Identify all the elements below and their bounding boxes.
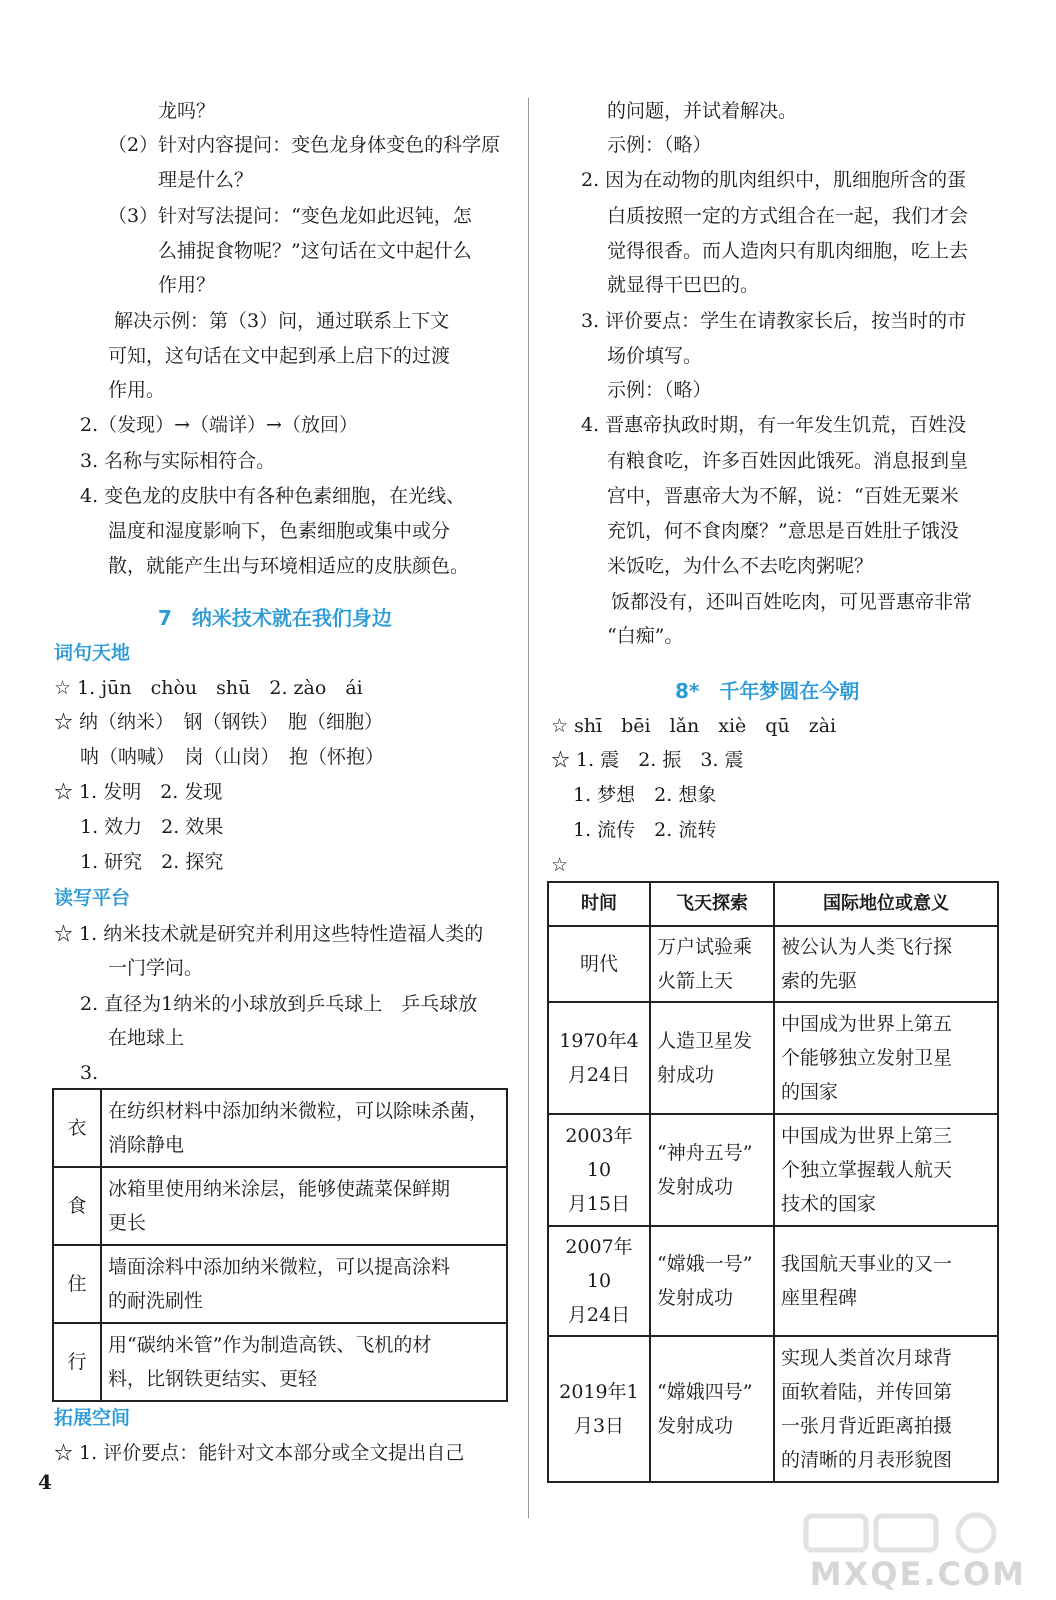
table-cell: 万户试验乘 火箭上天	[650, 926, 774, 1002]
text-line: 3. 评价要点：学生在请教家长后，按当时的市	[581, 310, 967, 332]
text-line: 示例：（略）	[607, 134, 712, 156]
text-line: 就显得干巴巴的。	[607, 274, 760, 296]
text-line: 在地球上	[108, 1027, 185, 1049]
text-line: “白痴”。	[607, 625, 684, 647]
text-line: 1. 梦想 2. 想象	[573, 784, 717, 806]
text-line: ☆ 1. 纳米技术就是研究并利用这些特性造福人类的	[54, 923, 484, 945]
table-cell: “嫦娥四号” 发射成功	[650, 1336, 774, 1482]
table-cell: 明代	[548, 926, 650, 1002]
text-line: 么捕捉食物呢？”这句话在文中起什么	[158, 240, 472, 262]
text-line: 有粮食吃，许多百姓因此饿死。消息报到皇	[607, 450, 969, 472]
space-exploration-table	[547, 881, 999, 1483]
text-line: 4. 变色龙的皮肤中有各种色素细胞，在光线、	[80, 485, 466, 507]
text-line: 作用。	[108, 379, 166, 401]
table-cell: 2007年10 月24日	[548, 1226, 650, 1336]
table-cell: 住	[53, 1245, 101, 1323]
table-row	[53, 1167, 507, 1245]
table-row	[548, 926, 998, 1002]
text-line: 1. 效力 2. 效果	[80, 816, 224, 838]
table-header: 飞天探索	[650, 882, 774, 926]
table-cell: 食	[53, 1167, 101, 1245]
table-cell: 2003年10 月15日	[548, 1114, 650, 1226]
watermark-text: MXQE.COM	[809, 1555, 1026, 1593]
text-line: 1. 流传 2. 流转	[573, 819, 717, 841]
table-row	[53, 1323, 507, 1401]
page-number: 4	[38, 1470, 52, 1494]
text-line: 2. 因为在动物的肌肉组织中，肌细胞所含的蛋	[581, 169, 967, 191]
table-cell: “神舟五号” 发射成功	[650, 1114, 774, 1226]
text-line: 示例：（略）	[607, 379, 712, 401]
table-cell: 1970年4 月24日	[548, 1002, 650, 1114]
text-line: （3）针对写法提问：“变色龙如此迟钝，怎	[108, 205, 472, 227]
text-line: （2）针对内容提问：变色龙身体变色的科学原	[108, 134, 501, 156]
nano-uses-table	[52, 1088, 508, 1402]
table-cell: 衣	[53, 1089, 101, 1167]
text-line: ☆ 1. 发明 2. 发现	[54, 781, 223, 803]
text-line: ☆ 纳（纳米） 钢（钢铁） 胞（细胞）	[54, 711, 384, 733]
text-line: 1. 研究 2. 探究	[80, 851, 224, 873]
text-line: 理是什么？	[158, 169, 254, 191]
table-cell: 实现人类首次月球背 面软着陆，并传回第 一张月背近距离拍摄 的清晰的月表形貌图	[774, 1336, 998, 1482]
text-line: 呐（呐喊） 岗（山岗） 抱（怀抱）	[80, 746, 385, 768]
table-cell: 被公认为人类飞行探 索的先驱	[774, 926, 998, 1002]
section-heading: 读写平台	[54, 887, 131, 909]
table-cell: 我国航天事业的又一 座里程碑	[774, 1226, 998, 1336]
table-cell: 墙面涂料中添加纳米微粒，可以提高涂料 的耐洗刷性	[101, 1245, 507, 1323]
text-line: 2. 直径为1纳米的小球放到乒乓球上 乒乓球放	[80, 993, 478, 1015]
text-line: 充饥，何不食肉糜？”意思是百姓肚子饿没	[607, 520, 959, 542]
table-row	[548, 1114, 998, 1226]
text-line: ☆	[551, 854, 569, 876]
table-cell: “嫦娥一号” 发射成功	[650, 1226, 774, 1336]
text-line: 3.	[80, 1062, 99, 1084]
table-cell: 冰箱里使用纳米涂层，能够使蔬菜保鲜期 更长	[101, 1167, 507, 1245]
text-line: ☆ 1. 震 2. 振 3. 震	[551, 749, 744, 771]
text-line: 饭都没有，还叫百姓吃肉，可见晋惠帝非常	[611, 591, 973, 613]
text-line: 米饭吃，为什么不去吃肉粥呢？	[607, 555, 874, 577]
table-row	[548, 1002, 998, 1114]
text-line: 一门学问。	[108, 957, 204, 979]
table-cell: 在纺织材料中添加纳米微粒，可以除味杀菌， 消除静电	[101, 1089, 507, 1167]
table-row	[53, 1089, 507, 1167]
section-heading: 拓展空间	[54, 1407, 131, 1429]
table-cell: 用“碳纳米管”作为制造高铁、飞机的材 料，比钢铁更结实、更轻	[101, 1323, 507, 1401]
text-line: 作用？	[158, 274, 216, 296]
table-cell: 人造卫星发 射成功	[650, 1002, 774, 1114]
text-line: 龙吗？	[158, 100, 216, 122]
text-line: 宫中，晋惠帝大为不解，说：“百姓无粟米	[607, 485, 959, 507]
text-line: ☆ 1. 评价要点：能针对文本部分或全文提出自己	[54, 1442, 465, 1464]
text-line: 温度和湿度影响下，色素细胞或集中或分	[108, 520, 451, 542]
text-line: ☆ 1. jūn chòu shū 2. zào ái	[54, 677, 363, 699]
text-line: 觉得很香。而人造肉只有肌肉细胞，吃上去	[607, 240, 969, 262]
text-line: 的问题，并试着解决。	[607, 100, 798, 122]
text-line: ☆ shī bēi lǎn xiè qū zài	[551, 715, 837, 737]
text-line: 场价填写。	[607, 345, 703, 367]
text-line: 3. 名称与实际相符合。	[80, 450, 276, 472]
text-line: 散，就能产生出与环境相适应的皮肤颜色。	[108, 555, 470, 577]
text-line: 4. 晋惠帝执政时期，有一年发生饥荒，百姓没	[581, 414, 967, 436]
column-divider	[528, 98, 529, 1518]
table-header: 时间	[548, 882, 650, 926]
table-header: 国际地位或意义	[774, 882, 998, 926]
lesson-title: 8* 千年梦圆在今朝	[675, 679, 860, 703]
text-line: 可知，这句话在文中起到承上启下的过渡	[108, 345, 451, 367]
table-row	[548, 1336, 998, 1482]
table-row	[53, 1245, 507, 1323]
table-cell: 中国成为世界上第五 个能够独立发射卫星 的国家	[774, 1002, 998, 1114]
table-cell: 中国成为世界上第三 个独立掌握载人航天 技术的国家	[774, 1114, 998, 1226]
table-header-row	[548, 882, 998, 926]
section-heading: 词句天地	[54, 642, 131, 664]
table-cell: 行	[53, 1323, 101, 1401]
text-line: 2.（发现）→（端详）→（放回）	[80, 414, 358, 436]
lesson-title: 7 纳米技术就在我们身边	[158, 606, 392, 630]
table-cell: 2019年1 月3日	[548, 1336, 650, 1482]
text-line: 解决示例：第（3）问，通过联系上下文	[114, 310, 450, 332]
text-line: 白质按照一定的方式组合在一起，我们才会	[607, 205, 969, 227]
table-row	[548, 1226, 998, 1336]
